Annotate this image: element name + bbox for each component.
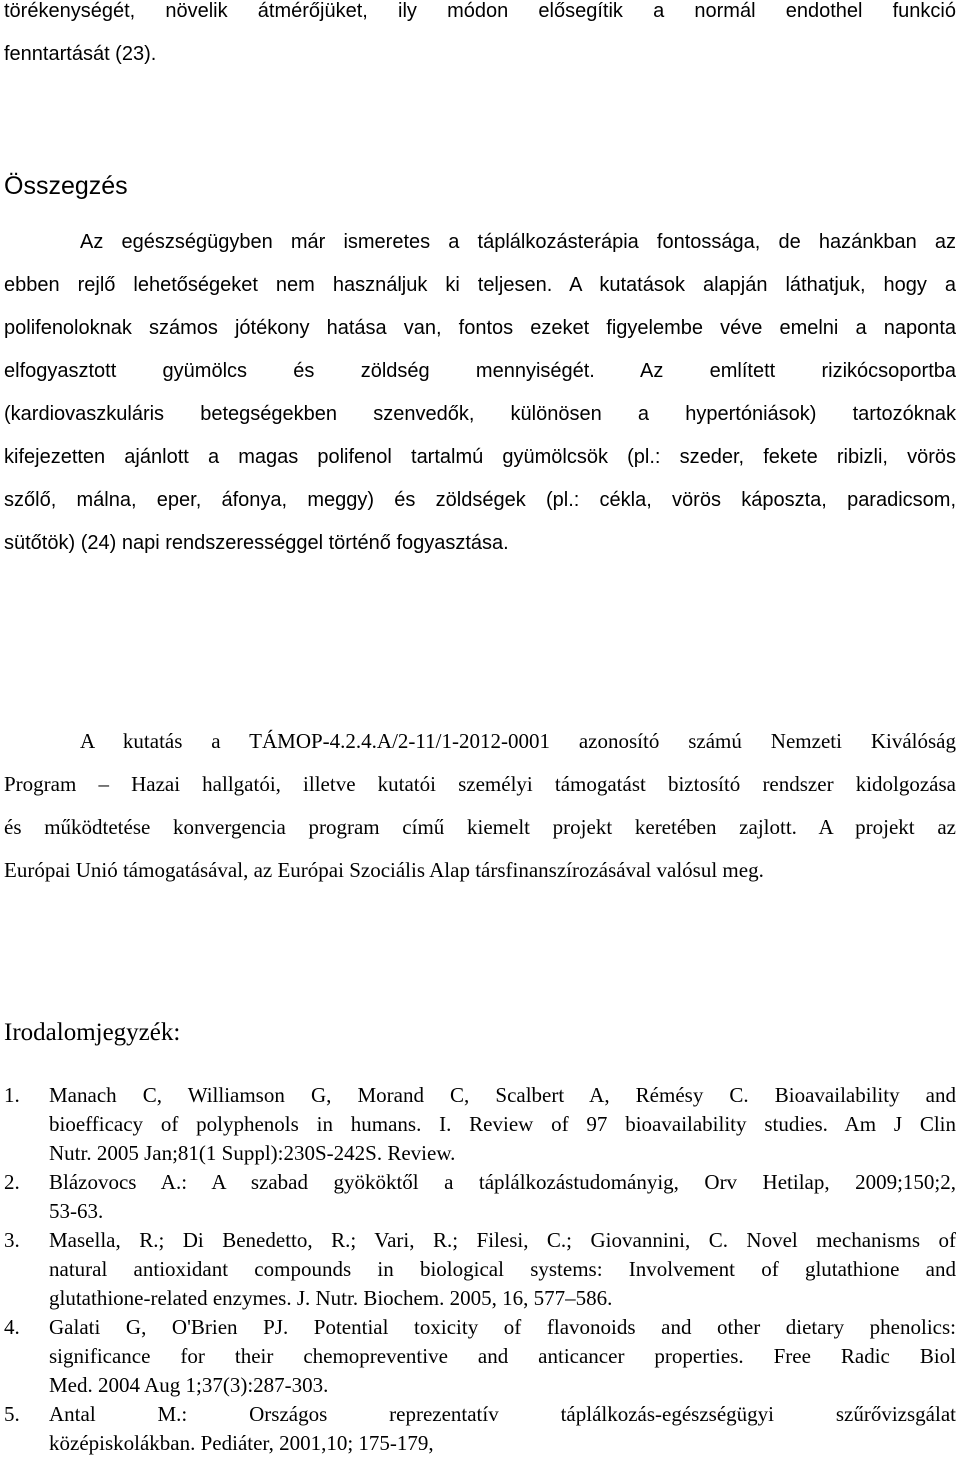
summary-line: Az egészségügyben már ismeretes a táplálkozásterápia fontossága, de hazánkban az [80,231,956,253]
references-list [4,1081,956,1458]
summary-line: ebben rejlő lehetőségeket nem használjuk ki teljesen. A kutatások alapján láthatjuk, hogy a [4,274,956,296]
reference-number: 2. [4,1170,20,1194]
summary-line: polifenoloknak számos jótékony hatása van, fontos ezeket figyelembe véve emelni a naponta [4,317,956,339]
reference-line: Galati G, O'Brien PJ. Potential toxicity of flavonoids and other dietary phenolics: [49,1315,956,1339]
reference-number: 1. [4,1083,20,1107]
reference-line: Antal M.: Országos reprezentatív táplálkozás-egészségügyi szűrővizsgálat [49,1402,956,1426]
acknowledgement-line: Európai Unió támogatásával, az Európai Szociális Alap társfinanszírozásával valósul meg. [4,858,764,882]
references-heading: Irodalomjegyzék: [4,1019,181,1046]
summary-line: szőlő, málna, eper, áfonya, meggy) és zöldségek (pl.: cékla, vörös káposzta, paradicsom, [4,489,956,511]
summary-line: sütőtök) (24) napi rendszerességgel történő fogyasztása. [4,532,509,554]
reference-line: Blázovocs A.: A szabad gyököktől a táplálkozástudományig, Orv Hetilap, 2009;150;2, [49,1170,956,1194]
reference-line: Manach C, Williamson G, Morand C, Scalbert A, Rémésy C. Bioavailability and [49,1083,956,1107]
reference-line: Masella, R.; Di Benedetto, R.; Vari, R.; Filesi, C.; Giovannini, C. Novel mechanisms of [49,1228,956,1252]
reference-line: bioefficacy of polyphenols in humans. I. Review of 97 bioavailability studies. Am J Clin [49,1112,956,1136]
intro-paragraph [4,0,956,76]
summary-line: elfogyasztott gyümölcs és zöldség mennyiségét. Az említett rizikócsoportba [4,360,956,382]
reference-line: glutathione-related enzymes. J. Nutr. Biochem. 2005, 16, 577–586. [49,1286,613,1310]
reference-item [4,1168,956,1226]
reference-line: 53-63. [49,1199,104,1223]
reference-number: 4. [4,1315,20,1339]
summary-line: kifejezetten ajánlott a magas polifenol tartalmú gyümölcsök (pl.: szeder, fekete ribizli, vörös [4,446,956,468]
acknowledgement-line: Program – Hazai hallgatói, illetve kutatói személyi támogatást biztosító rendszer kidolgozása [4,772,956,796]
reference-line: significance for their chemopreventive and anticancer properties. Free Radic Biol [49,1344,956,1368]
acknowledgement-line: A kutatás a TÁMOP-4.2.4.A/2-11/1-2012-0001 azonosító számú Nemzeti Kiválóság [80,729,956,753]
summary-heading: Összegzés [4,172,128,200]
acknowledgement-paragraph [4,720,956,892]
reference-line: natural antioxidant compounds in biological systems: Involvement of glutathione and [49,1257,956,1281]
acknowledgement-line: és működtetése konvergencia program című kiemelt projekt keretében zajlott. A projekt az [4,815,956,839]
reference-item [4,1313,956,1400]
reference-line: Nutr. 2005 Jan;81(1 Suppl):230S-242S. Review. [49,1141,456,1165]
reference-item [4,1226,956,1313]
intro-line: törékenységét, növelik átmérőjüket, ily módon elősegítik a normál endothel funkció [4,0,956,22]
reference-item [4,1400,956,1458]
reference-number: 5. [4,1402,20,1426]
reference-line: középiskolákban. Pediáter, 2001,10; 175-179, [49,1431,434,1455]
reference-line: Med. 2004 Aug 1;37(3):287-303. [49,1373,329,1397]
summary-paragraph [4,221,956,565]
summary-line: (kardiovaszkuláris betegségekben szenvedők, különösen a hypertóniások) tartozóknak [4,403,956,425]
intro-line: fenntartását (23). [4,43,157,65]
reference-number: 3. [4,1228,20,1252]
reference-item [4,1081,956,1168]
